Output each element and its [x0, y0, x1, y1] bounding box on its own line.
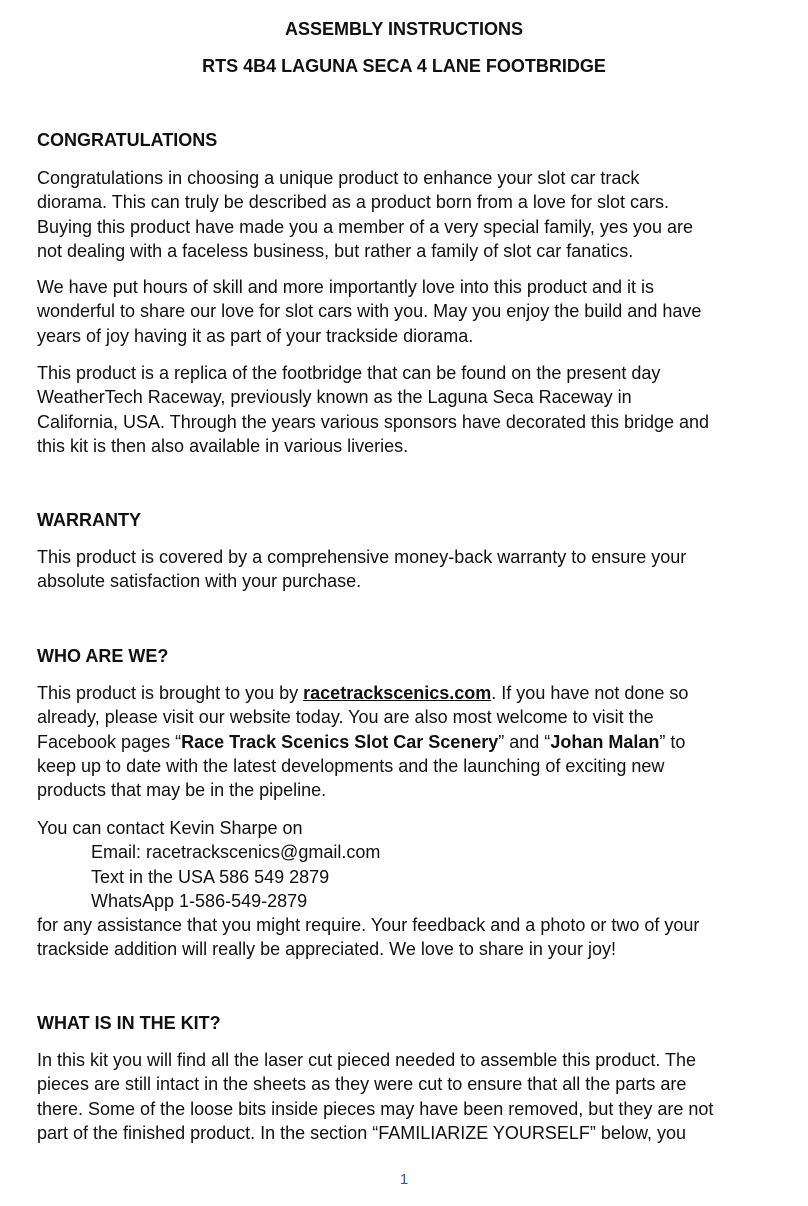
- text-line: keep up to date with the latest developments and the launching of exciting new: [37, 755, 665, 776]
- contact-text: Text in the USA 586 549 2879: [91, 866, 330, 887]
- text-line: absolute satisfaction with your purchase.: [37, 571, 362, 592]
- contact-email: Email: racetrackscenics@gmail.com: [91, 842, 381, 863]
- facebook-page-name: Johan Malan: [550, 731, 660, 752]
- text-span: Facebook pages “: [37, 731, 182, 752]
- text-line: pieces are still intact in the sheets as they were cut to ensure that all the parts are: [37, 1074, 687, 1095]
- text-line: In this kit you will find all the laser cut pieced needed to assemble this product. The: [37, 1050, 697, 1070]
- document-title: ASSEMBLY INSTRUCTIONS: [284, 19, 524, 39]
- congratulations-paragraph-3: [37, 361, 777, 458]
- page-number: 1: [399, 1171, 409, 1188]
- text-line: Congratulations in choosing a unique product to enhance your slot car track: [37, 168, 640, 188]
- text-span: ” to: [659, 731, 686, 752]
- text-line: products that may be in the pipeline.: [37, 780, 327, 801]
- kit-paragraph: [37, 1048, 777, 1145]
- website-link[interactable]: racetrackscenics.com: [303, 683, 492, 703]
- warranty-paragraph: [37, 545, 777, 594]
- text-line: trackside addition will really be appreciated. We love to share in your joy!: [37, 939, 616, 960]
- text-line: there. Some of the loose bits inside pieces may have been removed, but they are not: [37, 1098, 714, 1119]
- facebook-page-name: Race Track Scenics Slot Car Scenery: [181, 731, 499, 752]
- section-heading-whats-in-kit: WHAT IS IN THE KIT?: [37, 1013, 221, 1033]
- contact-block: [37, 816, 777, 962]
- contact-intro: You can contact Kevin Sharpe on: [37, 818, 303, 838]
- text-line: This product is covered by a comprehensive money-back warranty to ensure your: [37, 547, 687, 567]
- text-line: wonderful to share our love for slot cars with you. May you enjoy the build and have: [37, 301, 702, 322]
- section-heading-congratulations: CONGRATULATIONS: [37, 130, 218, 150]
- contact-whatsapp: WhatsApp 1-586-549-2879: [91, 890, 308, 911]
- text-line: years of joy having it as part of your trackside diorama.: [37, 325, 474, 346]
- document-subtitle: RTS 4B4 LAGUNA SECA 4 LANE FOOTBRIDGE: [202, 56, 606, 76]
- text-line: [37, 681, 777, 705]
- text-line: diorama. This can truly be described as a product born from a love for slot cars.: [37, 192, 669, 213]
- section-heading-warranty: WARRANTY: [37, 510, 141, 530]
- text-line: part of the finished product. In the section “FAMILIARIZE YOURSELF” below, you: [37, 1122, 686, 1143]
- text-line: this kit is then also available in various liveries.: [37, 435, 409, 456]
- text-line: [37, 730, 777, 754]
- text-line: not dealing with a faceless business, but rather a family of slot car fanatics.: [37, 240, 634, 261]
- congratulations-paragraph-1: [37, 166, 777, 263]
- text-line: We have put hours of skill and more importantly love into this product and it is: [37, 277, 654, 297]
- text-span: This product is brought to you by: [37, 683, 304, 703]
- text-line: WeatherTech Raceway, previously known as the Laguna Seca Raceway in: [37, 387, 632, 408]
- congratulations-paragraph-2: [37, 275, 777, 348]
- text-line: already, please visit our website today. You are also most welcome to visit the: [37, 707, 654, 728]
- text-line: for any assistance that you might require. Your feedback and a photo or two of your: [37, 915, 700, 936]
- text-line: California, USA. Through the years various sponsors have decorated this bridge and: [37, 411, 710, 432]
- text-span: ” and “: [498, 731, 551, 752]
- text-line: This product is a replica of the footbridge that can be found on the present day: [37, 363, 661, 383]
- text-line: Buying this product have made you a member of a very special family, yes you are: [37, 216, 693, 237]
- text-span: . If you have not done so: [491, 683, 689, 703]
- section-heading-who-are-we: WHO ARE WE?: [37, 646, 169, 666]
- who-paragraph: [37, 681, 777, 802]
